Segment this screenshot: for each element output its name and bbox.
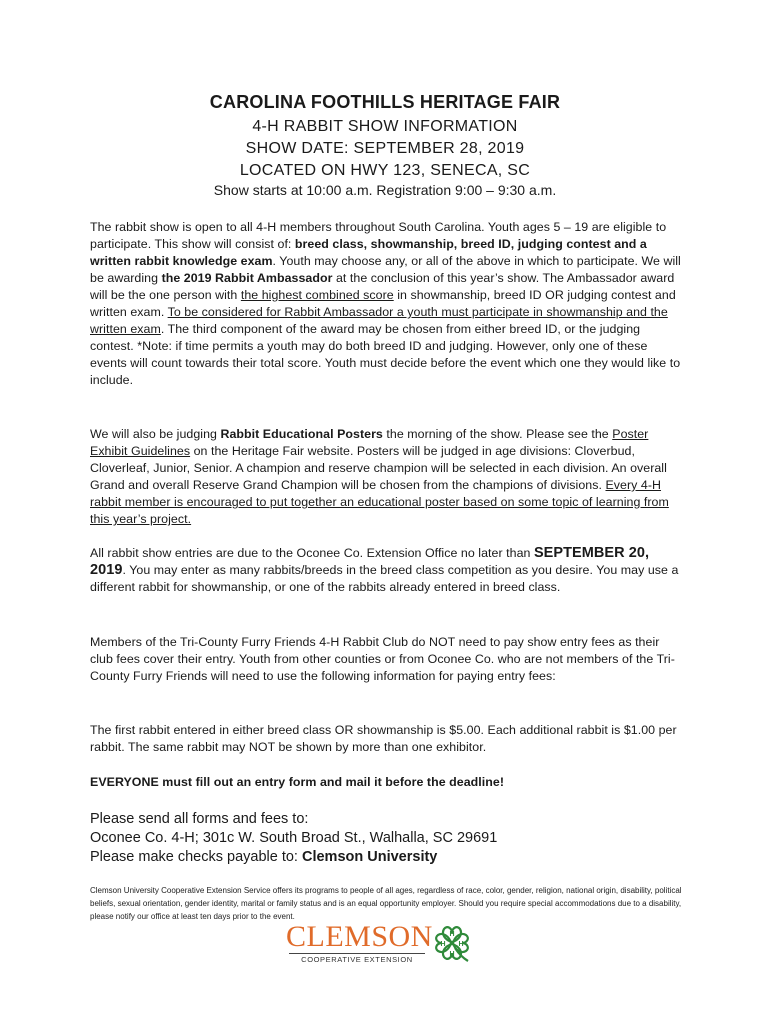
clemson-wordmark: CLEMSON [286,920,433,953]
svg-text:H: H [449,931,455,938]
paragraph-posters: We will also be judging Rabbit Educational Posters the morning of the show. Please see the Poster Exhibit Guidelines on the Heritage Fair website. Posters will be judged in age divisions: Cloverbud, Cloverleaf, Junior, Senior. A champion and reserve champion will be selected in each division. An overall Grand and overall Reserve Grand Champion will be chosen from the champions of divisions. Every 4-H rabbit member is encouraged to put together an educational poster based on some topic of learning from this year’s project. [90,427,669,526]
paragraph-entry-fees: The first rabbit entered in either breed class OR showmanship is $5.00. Each additional rabbit is $1.00 per rabbit. The same rabbit may NOT be shown by more than one exhibitor. [90,723,677,754]
show-date: SHOW DATE: SEPTEMBER 28, 2019 [245,140,525,157]
paragraph-eligibility: The rabbit show is open to all 4-H members throughout South Carolina. Youth ages 5 – 19 are eligible to participate. This show will consist of: breed class, showmanship, breed ID, judging contest and a written rabbit knowledge exam. Youth may choose any, or all of the above in which to participate. We will be awarding the 2019 Rabbit Ambassador at the conclusion of this year’s show. The Ambassador award will be the one person with the highest combined score in showmanship, breed ID OR judging contest and written exam. To be considered for Rabbit Ambassador a youth must participate in showmanship and the written exam. The third component of the award may be chosen from either breed ID, or the judging contest. *Note: if time permits a youth may do both breed ID and judging. However, only one of these events will count towards their total score. Youth must decide before the event which one they would like to include. [90,220,681,387]
poster-guidelines-link[interactable]: Poster Exhibit Guidelines [90,427,649,458]
show-times: Show starts at 10:00 a.m. Registration 9:00 – 9:30 a.m. [213,182,557,198]
svg-text:H: H [440,941,446,948]
cooperative-extension-tagline: COOPERATIVE EXTENSION [289,953,425,964]
mailing-address: Oconee Co. 4-H; 301c W. South Broad St., Walhalla, SC 29691 [90,830,498,846]
svg-text:H: H [449,951,455,958]
paragraph-deadline: All rabbit show entries are due to the Oconee Co. Extension Office no later than SEPTEMBER 20, 2019. You may enter as many rabbits/breeds in the breed class competition as you desire. You may use a different rabbit for showmanship, or one of the rabbits already entered in breed class. [90,545,679,594]
nondiscrimination-statement: Clemson University Cooperative Extension Service offers its programs to people of all ages, regardless of race, color, gender, religion, national origin, disability, political beliefs, sexual orientation, gender identity, marital or family status and is an equal opportunity employer. Should you require special accommodations due to a disability, please notify our office at least ten days prior to the event. [90,886,682,921]
paragraph-entry-form-notice: EVERYONE must fill out an entry form and mail it before the deadline! [90,775,505,789]
4h-clover-icon [431,922,473,964]
clemson-extension-logo [286,922,486,967]
show-location: LOCATED ON HWY 123, SENECA, SC [239,162,531,179]
show-info-heading: 4-H RABBIT SHOW INFORMATION [252,118,518,135]
send-forms-line: Please send all forms and fees to: [90,811,309,827]
svg-text:H: H [458,941,464,948]
page-title: CAROLINA FOOTHILLS HERITAGE FAIR [209,92,561,112]
paragraph-club-fees: Members of the Tri-County Furry Friends 4-H Rabbit Club do NOT need to pay show entry fees as their club fees cover their entry. Youth from other counties or from Oconee Co. who are not members of the Tri-County Furry Friends will need to use the following information for paying entry fees: [90,635,675,683]
checks-payable-line: Please make checks payable to: Clemson University [90,849,438,865]
